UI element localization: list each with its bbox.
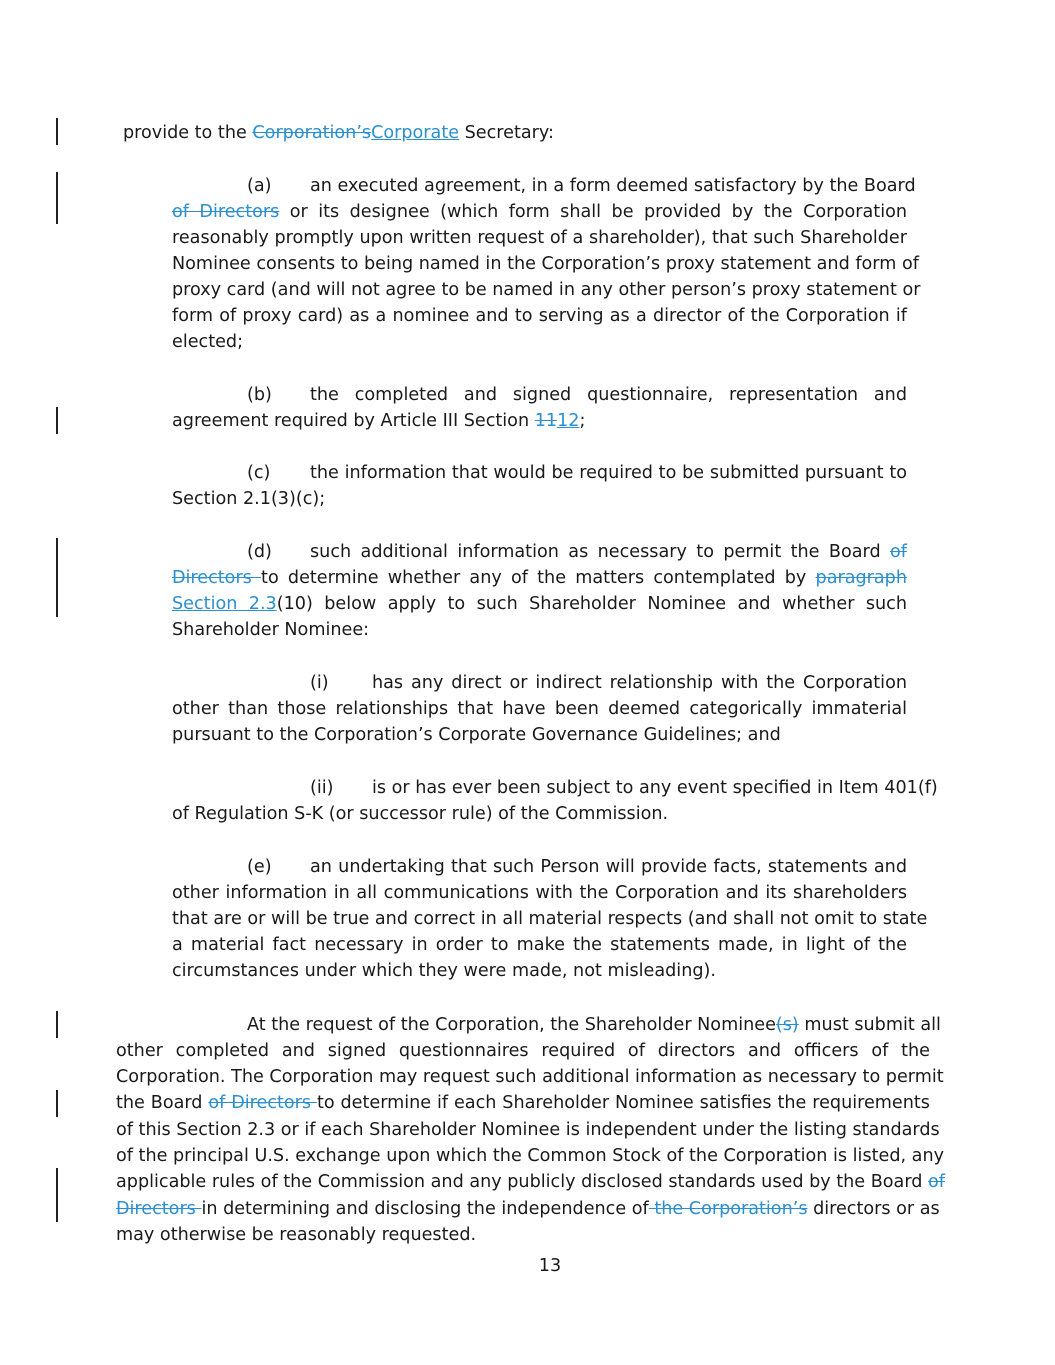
- item-d-line-2: [172, 565, 907, 591]
- item-a-line-6: form of proxy card) as a nominee and to serving as a director of the Corporation if: [172, 306, 907, 326]
- item-a-line-4: Nominee consents to being named in the Corporation’s proxy statement and form of: [172, 254, 919, 274]
- item-d-line-1-text: such additional information as necessary to permit the Board: [310, 542, 891, 562]
- item-a-line-2-text: or its designee (which form shall be provided by the Corporation: [279, 202, 907, 222]
- item-b-line-2-text: agreement required by Article III Section: [172, 411, 535, 431]
- item-i-line-3: pursuant to the Corporation’s Corporate Governance Guidelines; and: [172, 725, 781, 745]
- item-d-line-1: [310, 539, 907, 565]
- deleted-text: Corporation’s: [252, 123, 372, 143]
- item-c-label: (c): [247, 463, 271, 483]
- item-d-line-4: Shareholder Nominee:: [172, 620, 370, 640]
- item-a-line-5: proxy card (and will not agree to be named in any other person’s proxy statement or: [172, 280, 921, 300]
- deleted-text: Directors: [172, 568, 262, 588]
- item-e-line-4: a material fact necessary in order to make the statements made, in light of the: [172, 935, 907, 955]
- intro-line: [123, 120, 554, 146]
- deleted-text: paragraph: [815, 568, 907, 588]
- item-a-line-7: elected;: [172, 332, 244, 352]
- closing-line-8-text: in determining and disclosing the independence of: [201, 1199, 649, 1219]
- item-e-line-3: that are or will be true and correct in all material respects (and shall not omit to state: [172, 909, 928, 929]
- deleted-text: of Directors: [208, 1093, 317, 1113]
- deleted-text: the Corporation’s: [648, 1199, 808, 1219]
- closing-line-5: of this Section 2.3 or if each Shareholder Nominee is independent under the listing standards: [116, 1120, 940, 1140]
- inserted-text: Section 2.3: [172, 594, 277, 614]
- closing-line-2: other completed and signed questionnaires required of directors and officers of the: [116, 1041, 930, 1061]
- change-bar: [56, 538, 58, 617]
- deleted-text: (s): [775, 1015, 799, 1035]
- item-b-line-1: the completed and signed questionnaire, representation and: [310, 385, 907, 405]
- item-d-label: (d): [247, 542, 272, 562]
- item-d-line-3: [172, 591, 907, 617]
- deleted-text: Directors: [116, 1199, 202, 1219]
- closing-line-4-prefix: the Board: [116, 1093, 209, 1113]
- intro-suffix: Secretary:: [459, 123, 554, 143]
- item-d-line-2-text: to determine whether any of the matters contemplated by: [261, 568, 816, 588]
- closing-line-8-suffix: directors or as: [807, 1199, 940, 1219]
- deleted-text: 11: [534, 411, 558, 431]
- closing-line-1-text: At the request of the Corporation, the Shareholder Nominee: [247, 1015, 776, 1035]
- change-bar: [56, 407, 58, 434]
- closing-line-9: may otherwise be reasonably requested.: [116, 1225, 477, 1245]
- change-bar: [56, 1168, 58, 1222]
- item-ii-line-1: is or has ever been subject to any event specified in Item 401(f): [372, 778, 938, 798]
- item-i-line-1: has any direct or indirect relationship with the Corporation: [372, 673, 907, 693]
- inserted-text: Corporate: [371, 123, 460, 143]
- closing-line-4: [116, 1090, 930, 1116]
- closing-line-7-text: applicable rules of the Commission and any publicly disclosed standards used by the Board: [116, 1172, 929, 1192]
- item-c-line-1: the information that would be required to be submitted pursuant to: [310, 463, 907, 483]
- item-a-line-2: [172, 199, 907, 225]
- inserted-text: 12: [557, 411, 580, 431]
- deleted-text: of Directors: [172, 202, 280, 222]
- change-bar: [56, 118, 58, 145]
- item-d-line-3-text: (10) below apply to such Shareholder Nominee and whether such: [276, 594, 907, 614]
- item-a-line-1: an executed agreement, in a form deemed satisfactory by the Board: [310, 176, 916, 196]
- closing-line-4-text: to determine if each Shareholder Nominee satisfies the requirements: [316, 1093, 930, 1113]
- item-ii-line-2: of Regulation S-K (or successor rule) of the Commission.: [172, 804, 669, 824]
- intro-prefix: provide to the: [123, 123, 253, 143]
- item-b-line-2-suffix: ;: [579, 411, 586, 431]
- change-bar: [56, 1090, 58, 1117]
- item-ii-label: (ii): [310, 778, 334, 798]
- item-b-label: (b): [247, 385, 272, 405]
- item-e-line-5: circumstances under which they were made, not misleading).: [172, 961, 716, 981]
- closing-line-8: [116, 1196, 940, 1222]
- page-number: 13: [538, 1256, 562, 1276]
- item-i-line-2: other than those relationships that have been deemed categorically immaterial: [172, 699, 907, 719]
- closing-line-1-suffix: must submit all: [798, 1015, 941, 1035]
- item-i-label: (i): [310, 673, 329, 693]
- closing-line-7: [116, 1169, 945, 1195]
- item-a-label: (a): [247, 176, 272, 196]
- item-c-line-2: Section 2.1(3)(c);: [172, 489, 326, 509]
- closing-line-3: Corporation. The Corporation may request such additional information as necessary to permit: [116, 1067, 944, 1087]
- item-b-line-2: [172, 408, 585, 434]
- item-a-line-3: reasonably promptly upon written request of a shareholder), that such Shareholder: [172, 228, 907, 248]
- deleted-text: of: [890, 542, 907, 562]
- change-bar: [56, 1011, 58, 1038]
- closing-line-6: of the principal U.S. exchange upon which the Common Stock of the Corporation is listed, any: [116, 1146, 945, 1166]
- item-e-label: (e): [247, 857, 272, 877]
- change-bar: [56, 172, 58, 224]
- item-e-line-2: other information in all communications with the Corporation and its shareholders: [172, 883, 907, 903]
- closing-line-1: [247, 1012, 941, 1038]
- item-e-line-1: an undertaking that such Person will provide facts, statements and: [310, 857, 907, 877]
- deleted-text: of: [928, 1172, 945, 1192]
